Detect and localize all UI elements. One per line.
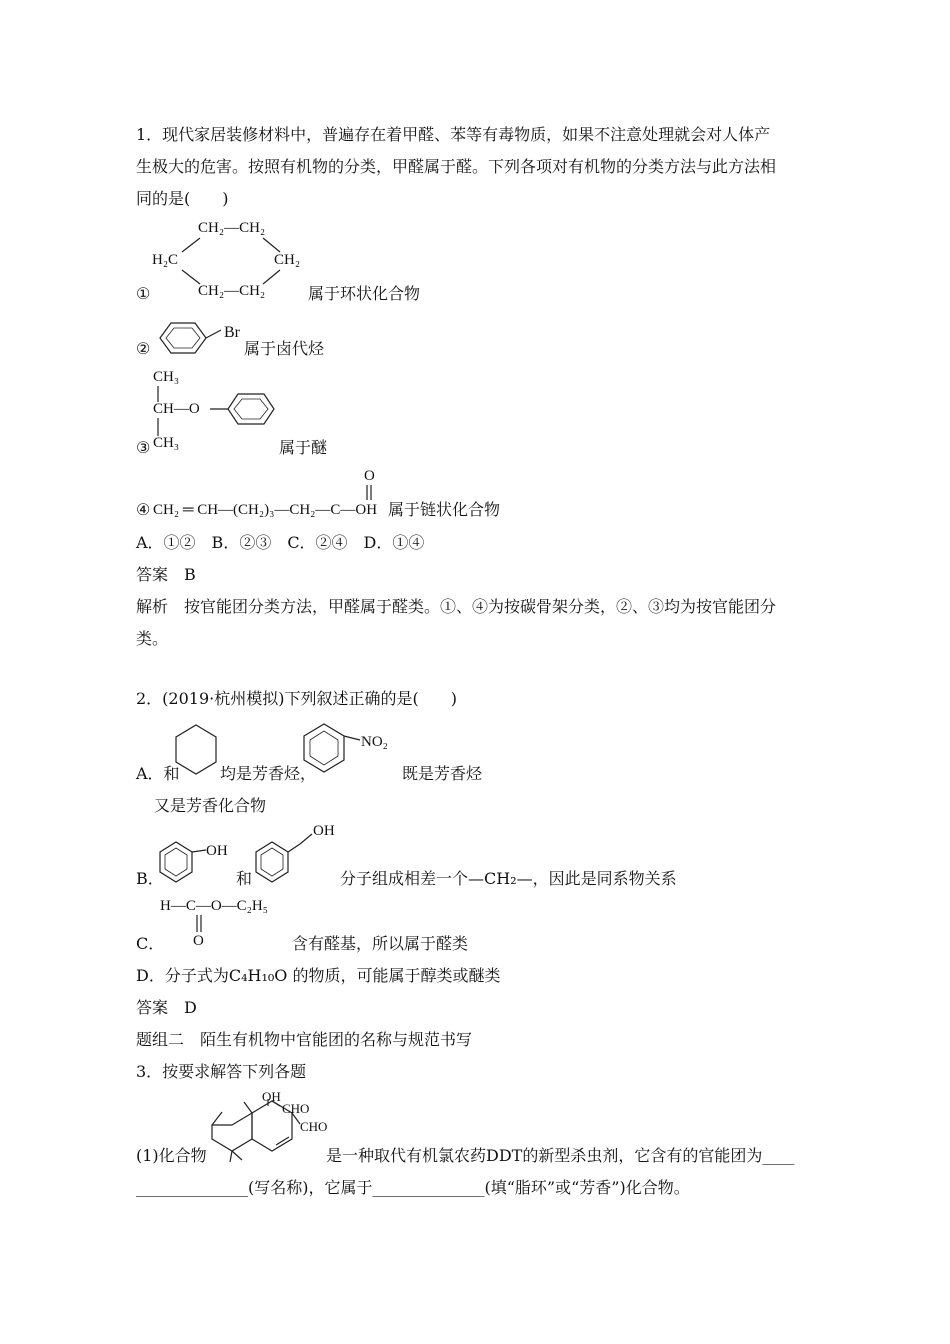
q1-stem-line2: 生极大的危害。按照有机物的分类，甲醛属于醛。下列各项对有机物的分类方法与此方法相 [136,157,777,176]
q3-part1-text: 是一种取代有机氯农药DDT的新型杀虫剂，它含有的官能团为____ [326,1146,795,1165]
q2-b-oh2: OH [313,823,335,839]
q1-opt2-num: ② [136,339,151,358]
q2-a-end: 既是芳香烃 [402,764,483,783]
q2-a-mid: 均是芳香烃， [220,764,317,783]
q2-d-text: D．分子式为C₄H₁₀O 的物质，可能属于醇类或醚类 [136,966,501,985]
q1-opt3-ch3-bottom: CH₃ [153,435,180,451]
q1-opt2-br: Br [224,324,240,341]
q3-part1-line2: ______________(写名称)，它属于______________(填“脂环”或“芳香”)化合物。 [136,1178,690,1197]
q3-compound-oh: OH [262,1089,281,1104]
q1-opt3-num: ③ [136,438,151,457]
q2-c-text: 含有醛基，所以属于醛类 [292,934,469,953]
q1-opt3-ch: CH—O [153,401,200,417]
q1-opt4-formula: CH₂ ═ CH—(CH₂)₃—CH₂—C—OH [153,502,378,518]
q1-stem-line1: 1．现代家居装修材料中，普遍存在着甲醛、苯等有毒物质，如果不注意处理就会对人体产 [136,125,771,144]
q3-compound-cho1: CHO [282,1101,310,1116]
q1-opt3-ch3-top: CH₃ [153,369,180,385]
q2-answer: 答案 D [136,998,197,1017]
q2-a-label: A．和 [136,764,180,783]
q1-opt4-num: ④ [136,500,151,519]
q2-b-text: 分子组成相差一个—CH₂—，因此是同系物关系 [340,869,677,888]
q2-b-and: 和 [236,869,253,888]
q1-analysis-line1: 解析 按官能团分类方法，甲醛属于醛类。①、④为按碳骨架分类，②、③均为按官能团分 [136,597,777,616]
q1-opt1-text: 属于环状化合物 [308,284,421,303]
q1-opt1-ring-bottom: CH₂—CH₂ [198,283,266,299]
q1-opt4-text: 属于链状化合物 [388,500,501,519]
q1-opt2-text: 属于卤代烃 [244,339,325,358]
q1-choices: A．①② B．②③ C．②④ D．①④ [136,533,425,552]
q3-part1-label: (1)化合物 [136,1146,207,1165]
q2-a-line2: 又是芳香化合物 [154,796,267,815]
q2-b-oh1: OH [206,843,228,859]
q1-opt1-ring-right: CH₂ [274,252,301,268]
q2-stem: 2．(2019·杭州模拟)下列叙述正确的是( ) [136,689,457,708]
q1-opt1-ring-left: H₂C [152,252,179,268]
q1-opt4-o: O [364,468,375,484]
q1-analysis-line2: 类。 [136,629,169,648]
q2-c-o: O [193,933,204,949]
q2-c-formula: H—C—O—C₂H₅ [160,898,268,914]
q1-opt1-ring-top: CH₂—CH₂ [198,220,266,236]
q1-opt1-num: ① [136,284,151,303]
q1-stem-line3: 同的是( ) [136,189,229,208]
q1-answer: 答案 B [136,565,196,584]
group2-title: 题组二 陌生有机物中官能团的名称与规范书写 [136,1030,473,1049]
q2-b-label: B． [136,869,164,888]
q1-opt3-text: 属于醚 [279,438,328,457]
q2-a-no2: NO₂ [361,734,388,750]
q3-compound-cho2: CHO [300,1119,328,1134]
q3-stem: 3．按要求解答下列各题 [136,1062,307,1081]
q2-c-label: C． [136,934,165,953]
